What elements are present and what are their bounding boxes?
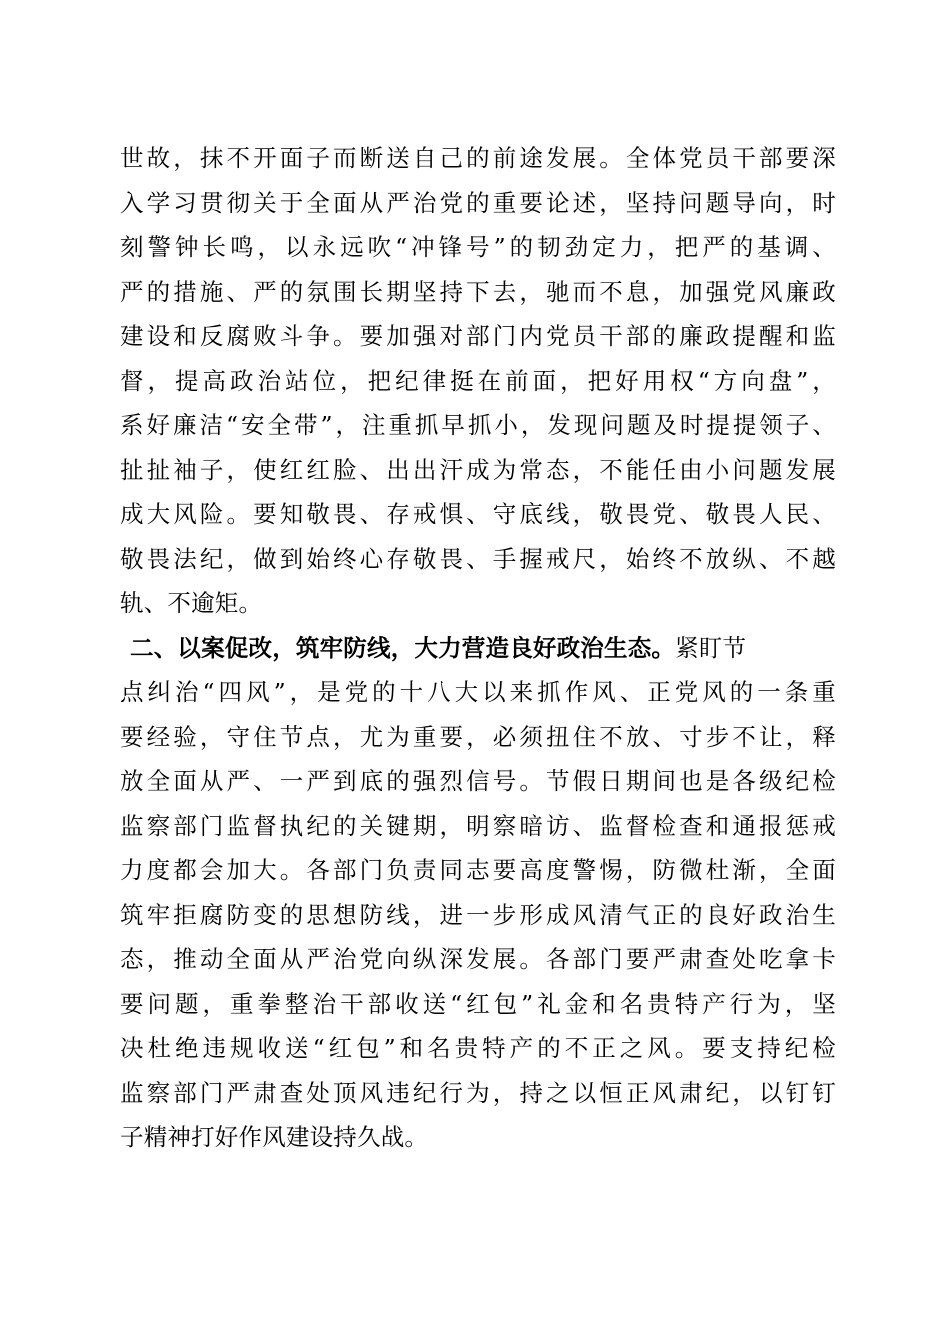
paragraph-1-line: 建设和反腐败斗争。要加强对部门内党员干部的廉政提醒和监 <box>120 322 836 350</box>
paragraph-2-line: 点纠治“四风”，是党的十八大以来抓作风、正党风的一条重 <box>120 678 836 706</box>
paragraph-1-line: 入学习贯彻关于全面从严治党的重要论述，坚持问题导向，时 <box>120 188 836 217</box>
paragraph-1-line: 轨、不逾矩。 <box>120 589 263 617</box>
paragraph-2-line: 子精神打好作风建设持久战。 <box>120 1123 429 1151</box>
paragraph-1-line: 扯扯袖子，使红红脸、出出汗成为常态，不能任由小问题发展 <box>120 455 836 484</box>
paragraph-1-line: 督，提高政治站位，把纪律挺在前面，把好用权“方向盘”， <box>120 366 836 395</box>
heading-continuation: 紧盯节 <box>675 633 747 662</box>
paragraph-2 <box>120 626 836 1160</box>
paragraph-1-line: 刻警钟长鸣，以永远吹“冲锋号”的韧劲定力，把严的基调、 <box>120 233 836 261</box>
paragraph-2-line: 放全面从严、一严到底的强烈信号。节假日期间也是各级纪检 <box>120 767 836 795</box>
paragraph-1 <box>120 136 836 626</box>
paragraph-2-line: 监察部门监督执纪的关键期，明察暗访、监督检查和通报惩戒 <box>120 811 836 840</box>
paragraph-2-line: 要问题，重拳整治干部收送“红包”礼金和名贵特产行为，坚 <box>120 989 836 1018</box>
paragraph-1-line: 系好廉洁“安全带”，注重抓早抓小，发现问题及时提提领子、 <box>120 411 836 439</box>
paragraph-2-line: 力度都会加大。各部门负责同志要高度警惕，防微杜渐，全面 <box>120 856 836 884</box>
paragraph-1-line: 敬畏法纪，做到始终心存敬畏、手握戒尺，始终不放纵、不越 <box>120 544 836 573</box>
paragraph-2-first-line <box>120 626 836 671</box>
paragraph-2-line: 要经验，守住节点，尤为重要，必须扭住不放、寸步不让，释 <box>120 722 836 751</box>
paragraph-2-line: 态，推动全面从严治党向纵深发展。各部门要严肃查处吃拿卡 <box>120 945 836 973</box>
paragraph-1-line: 世故，抹不开面子而断送自己的前途发展。全体党员干部要深 <box>120 144 836 172</box>
section-heading: 二、以案促改，筑牢防线，大力营造良好政治生态。 <box>130 633 676 662</box>
paragraph-2-line: 监察部门严肃查处顶风违纪行为，持之以恒正风肃纪，以钉钉 <box>120 1078 836 1107</box>
document-page <box>120 136 836 1160</box>
paragraph-2-line: 筑牢拒腐防变的思想防线，进一步形成风清气正的良好政治生 <box>120 900 836 929</box>
paragraph-1-line: 严的措施、严的氛围长期坚持下去，驰而不息，加强党风廉政 <box>120 277 836 306</box>
paragraph-1-line: 成大风险。要知敬畏、存戒惧、守底线，敬畏党、敬畏人民、 <box>120 500 836 528</box>
paragraph-2-line: 决杜绝违规收送“红包”和名贵特产的不正之风。要支持纪检 <box>120 1034 836 1062</box>
